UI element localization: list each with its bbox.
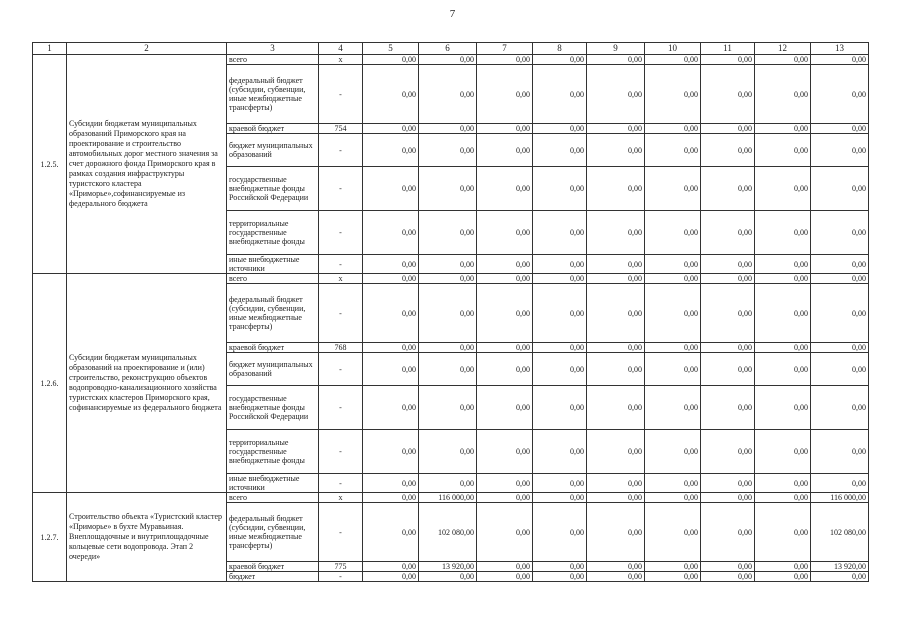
budget-code: - [319, 134, 363, 167]
table-row [33, 493, 869, 503]
amount-cell: 0,00 [645, 493, 701, 503]
amount-cell: 0,00 [419, 572, 477, 582]
amount-cell: 0,00 [811, 167, 869, 211]
amount-cell: 0,00 [533, 474, 587, 493]
funding-source: бюджет [227, 572, 319, 582]
amount-cell: 0,00 [419, 430, 477, 474]
amount-cell: 0,00 [477, 343, 533, 353]
amount-cell: 0,00 [533, 65, 587, 124]
amount-cell: 0,00 [701, 474, 755, 493]
amount-cell: 0,00 [363, 474, 419, 493]
funding-source: государственные внебюджетные фонды Российской Федерации [227, 386, 319, 430]
funding-source: федеральный бюджет (субсидии, субвенции, иные межбюджетные трансферты) [227, 284, 319, 343]
amount-cell: 0,00 [645, 124, 701, 134]
amount-cell: 0,00 [755, 284, 811, 343]
funding-source: краевой бюджет [227, 124, 319, 134]
amount-cell: 0,00 [363, 211, 419, 255]
amount-cell: 0,00 [645, 167, 701, 211]
amount-cell: 0,00 [811, 124, 869, 134]
amount-cell: 0,00 [811, 572, 869, 582]
amount-cell: 0,00 [811, 430, 869, 474]
amount-cell: 0,00 [587, 255, 645, 274]
col-header: 10 [645, 43, 701, 55]
amount-cell: 0,00 [645, 65, 701, 124]
funding-source: территориальные государственные внебюджетные фонды [227, 430, 319, 474]
amount-cell: 0,00 [701, 572, 755, 582]
budget-code: x [319, 493, 363, 503]
amount-cell: 0,00 [755, 343, 811, 353]
amount-cell: 0,00 [755, 134, 811, 167]
budget-code: - [319, 255, 363, 274]
amount-cell: 0,00 [363, 572, 419, 582]
amount-cell: 0,00 [587, 211, 645, 255]
amount-cell: 0,00 [533, 493, 587, 503]
amount-cell: 0,00 [811, 255, 869, 274]
budget-code: - [319, 430, 363, 474]
amount-cell: 0,00 [363, 274, 419, 284]
budget-code: - [319, 211, 363, 255]
col-header: 4 [319, 43, 363, 55]
amount-cell: 0,00 [755, 386, 811, 430]
item-name: Субсидии бюджетам муниципальных образований на проектирование и (или) строительство, реконструкцию объектов водопроводно-канализационного хозяйства туристских кластеров Приморского края, софинансируемые из федерального бюджета [67, 274, 227, 493]
table-row [33, 274, 869, 284]
funding-source: всего [227, 274, 319, 284]
amount-cell: 0,00 [755, 430, 811, 474]
amount-cell: 0,00 [645, 353, 701, 386]
amount-cell: 0,00 [587, 430, 645, 474]
amount-cell: 0,00 [755, 353, 811, 386]
amount-cell: 0,00 [587, 343, 645, 353]
amount-cell: 0,00 [419, 65, 477, 124]
col-header: 11 [701, 43, 755, 55]
amount-cell: 0,00 [811, 284, 869, 343]
amount-cell: 0,00 [533, 572, 587, 582]
amount-cell: 0,00 [419, 343, 477, 353]
amount-cell: 0,00 [755, 167, 811, 211]
budget-code: x [319, 55, 363, 65]
amount-cell: 102 080,00 [811, 503, 869, 562]
amount-cell: 0,00 [645, 255, 701, 274]
amount-cell: 0,00 [811, 474, 869, 493]
amount-cell: 0,00 [363, 134, 419, 167]
col-header: 13 [811, 43, 869, 55]
funding-source: всего [227, 493, 319, 503]
amount-cell: 0,00 [811, 65, 869, 124]
amount-cell: 0,00 [701, 55, 755, 65]
amount-cell: 0,00 [363, 493, 419, 503]
amount-cell: 0,00 [701, 503, 755, 562]
amount-cell: 0,00 [811, 353, 869, 386]
amount-cell: 0,00 [533, 255, 587, 274]
amount-cell: 0,00 [477, 65, 533, 124]
budget-code: - [319, 474, 363, 493]
amount-cell: 0,00 [645, 572, 701, 582]
amount-cell: 0,00 [701, 430, 755, 474]
amount-cell: 0,00 [701, 386, 755, 430]
header-row [33, 43, 869, 55]
amount-cell: 0,00 [755, 211, 811, 255]
col-header: 5 [363, 43, 419, 55]
amount-cell: 116 000,00 [811, 493, 869, 503]
budget-code: 768 [319, 343, 363, 353]
table-row [33, 55, 869, 65]
amount-cell: 0,00 [533, 284, 587, 343]
col-header: 6 [419, 43, 477, 55]
amount-cell: 0,00 [533, 167, 587, 211]
amount-cell: 0,00 [645, 211, 701, 255]
budget-code: x [319, 274, 363, 284]
amount-cell: 0,00 [419, 353, 477, 386]
amount-cell: 0,00 [645, 134, 701, 167]
amount-cell: 0,00 [363, 353, 419, 386]
amount-cell: 0,00 [587, 562, 645, 572]
amount-cell: 0,00 [645, 284, 701, 343]
col-header: 12 [755, 43, 811, 55]
page-number: 7 [449, 8, 456, 20]
amount-cell: 0,00 [645, 562, 701, 572]
funding-source: иные внебюджетные источники [227, 474, 319, 493]
amount-cell: 0,00 [645, 274, 701, 284]
col-header: 3 [227, 43, 319, 55]
amount-cell: 0,00 [701, 274, 755, 284]
amount-cell: 0,00 [477, 55, 533, 65]
amount-cell: 0,00 [419, 255, 477, 274]
amount-cell: 0,00 [533, 353, 587, 386]
amount-cell: 0,00 [645, 386, 701, 430]
amount-cell: 0,00 [419, 134, 477, 167]
amount-cell: 0,00 [533, 343, 587, 353]
amount-cell: 0,00 [477, 562, 533, 572]
amount-cell: 0,00 [419, 211, 477, 255]
amount-cell: 0,00 [533, 503, 587, 562]
amount-cell: 0,00 [645, 55, 701, 65]
amount-cell: 0,00 [477, 274, 533, 284]
col-header: 1 [33, 43, 67, 55]
amount-cell: 0,00 [587, 503, 645, 562]
amount-cell: 0,00 [587, 493, 645, 503]
amount-cell: 0,00 [477, 430, 533, 474]
item-name: Субсидии бюджетам муниципальных образований Приморского края на проектирование и строительство автомобильных дорог местного значения за счет дорожного фонда Приморского края в рамках создания инфраструктуры туристского кластера «Приморье»,софинансируемые из федерального бюджета [67, 55, 227, 274]
amount-cell: 0,00 [587, 124, 645, 134]
funding-source: федеральный бюджет (субсидии, субвенции, иные межбюджетные трансферты) [227, 503, 319, 562]
budget-code: - [319, 167, 363, 211]
funding-source: всего [227, 55, 319, 65]
budget-code: - [319, 65, 363, 124]
amount-cell: 0,00 [419, 167, 477, 211]
amount-cell: 0,00 [419, 274, 477, 284]
amount-cell: 0,00 [755, 474, 811, 493]
amount-cell: 0,00 [645, 474, 701, 493]
amount-cell: 0,00 [419, 474, 477, 493]
amount-cell: 0,00 [755, 572, 811, 582]
item-name: Строительство объекта «Туристский кластер «Приморье» в бухте Муравьиная. Внеплощадочные и внутриплощадочные кольцевые сети водопровода. Этап 2 очереди» [67, 493, 227, 582]
amount-cell: 0,00 [587, 386, 645, 430]
amount-cell: 0,00 [811, 55, 869, 65]
amount-cell: 0,00 [363, 124, 419, 134]
amount-cell: 0,00 [811, 274, 869, 284]
amount-cell: 0,00 [755, 55, 811, 65]
funding-source: краевой бюджет [227, 562, 319, 572]
amount-cell: 0,00 [811, 134, 869, 167]
amount-cell: 0,00 [701, 167, 755, 211]
amount-cell: 0,00 [587, 55, 645, 65]
amount-cell: 0,00 [533, 430, 587, 474]
amount-cell: 0,00 [477, 211, 533, 255]
amount-cell: 0,00 [645, 430, 701, 474]
amount-cell: 0,00 [755, 493, 811, 503]
amount-cell: 0,00 [701, 124, 755, 134]
amount-cell: 0,00 [363, 284, 419, 343]
amount-cell: 0,00 [477, 167, 533, 211]
amount-cell: 0,00 [533, 211, 587, 255]
amount-cell: 0,00 [533, 386, 587, 430]
amount-cell: 0,00 [701, 65, 755, 124]
amount-cell: 0,00 [587, 572, 645, 582]
amount-cell: 0,00 [477, 255, 533, 274]
amount-cell: 0,00 [363, 562, 419, 572]
table-body [33, 43, 869, 582]
amount-cell: 0,00 [363, 503, 419, 562]
amount-cell: 0,00 [363, 255, 419, 274]
amount-cell: 0,00 [645, 343, 701, 353]
amount-cell: 0,00 [477, 353, 533, 386]
budget-code: - [319, 572, 363, 582]
amount-cell: 0,00 [419, 386, 477, 430]
col-header: 2 [67, 43, 227, 55]
amount-cell: 102 080,00 [419, 503, 477, 562]
budget-code: 754 [319, 124, 363, 134]
amount-cell: 0,00 [533, 124, 587, 134]
col-header: 9 [587, 43, 645, 55]
amount-cell: 0,00 [587, 134, 645, 167]
amount-cell: 0,00 [755, 503, 811, 562]
budget-code: - [319, 353, 363, 386]
amount-cell: 0,00 [701, 255, 755, 274]
amount-cell: 0,00 [587, 353, 645, 386]
funding-source: федеральный бюджет (субсидии, субвенции, иные межбюджетные трансферты) [227, 65, 319, 124]
amount-cell: 0,00 [419, 124, 477, 134]
amount-cell: 0,00 [587, 167, 645, 211]
amount-cell: 0,00 [363, 167, 419, 211]
amount-cell: 0,00 [811, 211, 869, 255]
amount-cell: 0,00 [477, 474, 533, 493]
amount-cell: 0,00 [477, 572, 533, 582]
budget-code: - [319, 386, 363, 430]
amount-cell: 13 920,00 [811, 562, 869, 572]
amount-cell: 13 920,00 [419, 562, 477, 572]
amount-cell: 0,00 [533, 274, 587, 284]
amount-cell: 0,00 [363, 343, 419, 353]
amount-cell: 0,00 [755, 124, 811, 134]
amount-cell: 0,00 [811, 343, 869, 353]
budget-code: - [319, 503, 363, 562]
funding-source: краевой бюджет [227, 343, 319, 353]
amount-cell: 0,00 [701, 343, 755, 353]
amount-cell: 0,00 [755, 562, 811, 572]
item-code: 1.2.7. [33, 493, 67, 582]
amount-cell: 0,00 [533, 55, 587, 65]
amount-cell: 0,00 [477, 386, 533, 430]
funding-source: государственные внебюджетные фонды Российской Федерации [227, 167, 319, 211]
amount-cell: 0,00 [587, 474, 645, 493]
amount-cell: 0,00 [363, 386, 419, 430]
amount-cell: 0,00 [477, 493, 533, 503]
amount-cell: 0,00 [701, 134, 755, 167]
amount-cell: 0,00 [477, 134, 533, 167]
funding-source: бюджет муниципальных образований [227, 134, 319, 167]
amount-cell: 0,00 [587, 65, 645, 124]
funding-source: территориальные государственные внебюджетные фонды [227, 211, 319, 255]
amount-cell: 0,00 [701, 493, 755, 503]
amount-cell: 0,00 [701, 211, 755, 255]
amount-cell: 0,00 [363, 65, 419, 124]
amount-cell: 0,00 [587, 284, 645, 343]
amount-cell: 0,00 [701, 562, 755, 572]
amount-cell: 0,00 [701, 353, 755, 386]
amount-cell: 116 000,00 [419, 493, 477, 503]
amount-cell: 0,00 [419, 284, 477, 343]
col-header: 8 [533, 43, 587, 55]
budget-table [32, 42, 869, 582]
funding-source: бюджет муниципальных образований [227, 353, 319, 386]
amount-cell: 0,00 [645, 503, 701, 562]
amount-cell: 0,00 [477, 124, 533, 134]
amount-cell: 0,00 [587, 274, 645, 284]
amount-cell: 0,00 [477, 284, 533, 343]
amount-cell: 0,00 [363, 55, 419, 65]
amount-cell: 0,00 [533, 134, 587, 167]
amount-cell: 0,00 [363, 430, 419, 474]
amount-cell: 0,00 [701, 284, 755, 343]
amount-cell: 0,00 [419, 55, 477, 65]
amount-cell: 0,00 [755, 274, 811, 284]
col-header: 7 [477, 43, 533, 55]
item-code: 1.2.6. [33, 274, 67, 493]
amount-cell: 0,00 [755, 65, 811, 124]
amount-cell: 0,00 [811, 386, 869, 430]
amount-cell: 0,00 [755, 255, 811, 274]
amount-cell: 0,00 [477, 503, 533, 562]
budget-code: 775 [319, 562, 363, 572]
funding-source: иные внебюджетные источники [227, 255, 319, 274]
item-code: 1.2.5. [33, 55, 67, 274]
amount-cell: 0,00 [533, 562, 587, 572]
budget-code: - [319, 284, 363, 343]
